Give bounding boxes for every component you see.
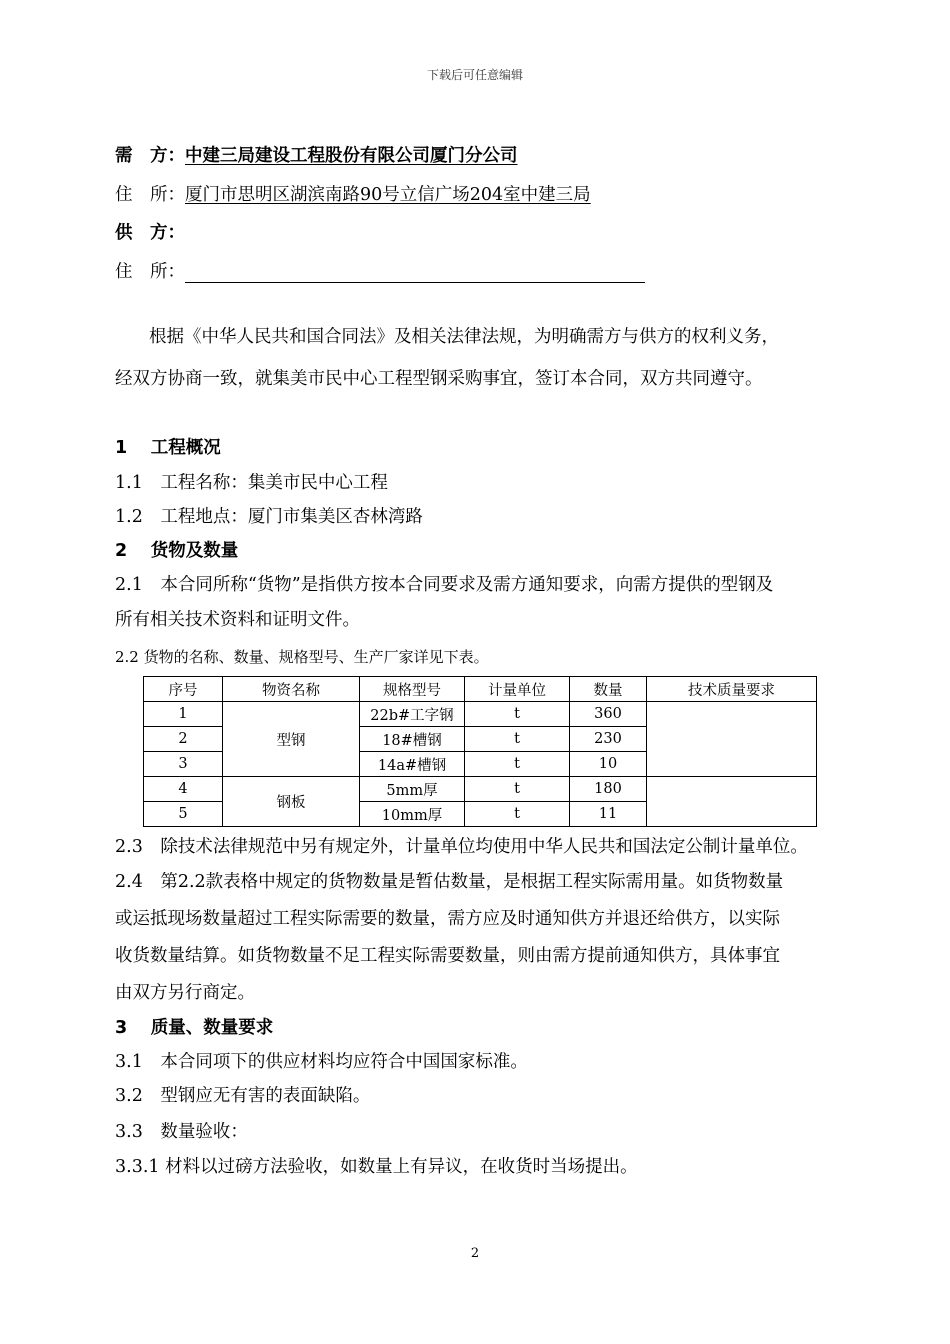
spec-cell: 14a#槽钢	[360, 752, 465, 777]
section-3-3-1: 3.3.1 材料以过磅方法验收，如数量上有异议，在收货时当场提出。	[115, 1157, 638, 1177]
buyer-address-line	[115, 181, 591, 206]
intro-line-1: 根据《中华人民共和国合同法》及相关法律法规，为明确需方与供方的权利义务，	[149, 327, 779, 347]
header-cell: 规格型号	[360, 677, 465, 702]
header-cell: 物资名称	[223, 677, 360, 702]
buyer-address: 厦门市思明区湖滨南路90号立信广场204室中建三局	[185, 185, 591, 205]
goods-table	[143, 676, 817, 827]
page-header-note: 下载后可任意编辑	[426, 68, 523, 82]
header-cell: 序号	[144, 677, 223, 702]
quantity-cell: 230	[570, 727, 647, 752]
table-row	[144, 777, 817, 802]
section-2-1-line-2: 所有相关技术资料和证明文件。	[115, 610, 360, 630]
buyer-address-label: 住 所：	[115, 185, 185, 205]
section-1-title: 1 工程概况	[115, 438, 221, 458]
spec-cell: 22b#工字钢	[360, 702, 465, 727]
intro-line-2: 经双方协商一致，就集美市民中心工程型钢采购事宜，签订本合同，双方共同遵守。	[115, 369, 763, 389]
section-2-2: 2.2 货物的名称、数量、规格型号、生产厂家详见下表。	[115, 648, 489, 666]
header-cell: 计量单位	[465, 677, 570, 702]
section-3-title: 3 质量、数量要求	[115, 1018, 274, 1038]
table-row	[144, 702, 817, 727]
spec-cell: 18#槽钢	[360, 727, 465, 752]
section-2-4-line-3: 收货数量结算。如货物数量不足工程实际需要数量，则由需方提前通知供方，具体事宜	[115, 946, 780, 966]
section-2-4-line-4: 由双方另行商定。	[115, 983, 255, 1003]
supplier-label: 供 方：	[115, 223, 185, 243]
quantity-cell: 360	[570, 702, 647, 727]
section-3-2: 3.2 型钢应无有害的表面缺陷。	[115, 1086, 371, 1106]
header-cell: 技术质量要求	[647, 677, 817, 702]
supplier-address-line	[115, 258, 645, 283]
unit-cell: t	[465, 727, 570, 752]
row-number: 4	[144, 777, 223, 802]
header-cell: 数量	[570, 677, 647, 702]
section-3-3: 3.3 数量验收：	[115, 1122, 248, 1142]
quantity-cell: 10	[570, 752, 647, 777]
unit-cell: t	[465, 752, 570, 777]
section-3-1: 3.1 本合同项下的供应材料均应符合中国国家标准。	[115, 1052, 528, 1072]
spec-cell: 5mm厚	[360, 777, 465, 802]
supplier-address-label: 住 所：	[115, 262, 185, 282]
table-header-row	[144, 677, 817, 702]
row-number: 5	[144, 802, 223, 827]
buyer-label: 需 方：	[115, 146, 185, 166]
unit-cell: t	[465, 802, 570, 827]
row-number: 2	[144, 727, 223, 752]
spec-cell: 10mm厚	[360, 802, 465, 827]
section-1-2: 1.2 工程地点：厦门市集美区杏林湾路	[115, 507, 423, 527]
buyer-name: 中建三局建设工程股份有限公司厦门分公司	[185, 146, 518, 166]
quality-requirement-cell	[647, 777, 817, 827]
page-number: 2	[470, 1246, 480, 1261]
buyer-line	[115, 142, 518, 167]
section-2-4-line-1: 2.4 第2.2款表格中规定的货物数量是暂估数量，是根据工程实际需用量。如货物数量	[115, 872, 784, 892]
row-number: 1	[144, 702, 223, 727]
section-2-3: 2.3 除技术法律规范中另有规定外，计量单位均使用中华人民共和国法定公制计量单位。	[115, 837, 808, 857]
supplier-address-blank	[185, 264, 645, 283]
section-1-1: 1.1 工程名称：集美市民中心工程	[115, 473, 388, 493]
section-2-4-line-2: 或运抵现场数量超过工程实际需要的数量，需方应及时通知供方并退还给供方，以实际	[115, 909, 780, 929]
section-2-1-line-1: 2.1 本合同所称“货物”是指供方按本合同要求及需方通知要求，向需方提供的型钢及	[115, 575, 774, 595]
section-2-title: 2 货物及数量	[115, 541, 239, 561]
quality-requirement-cell	[647, 702, 817, 777]
quantity-cell: 11	[570, 802, 647, 827]
material-name-cell: 钢板	[223, 777, 360, 827]
quantity-cell: 180	[570, 777, 647, 802]
material-name-cell: 型钢	[223, 702, 360, 777]
unit-cell: t	[465, 702, 570, 727]
row-number: 3	[144, 752, 223, 777]
unit-cell: t	[465, 777, 570, 802]
